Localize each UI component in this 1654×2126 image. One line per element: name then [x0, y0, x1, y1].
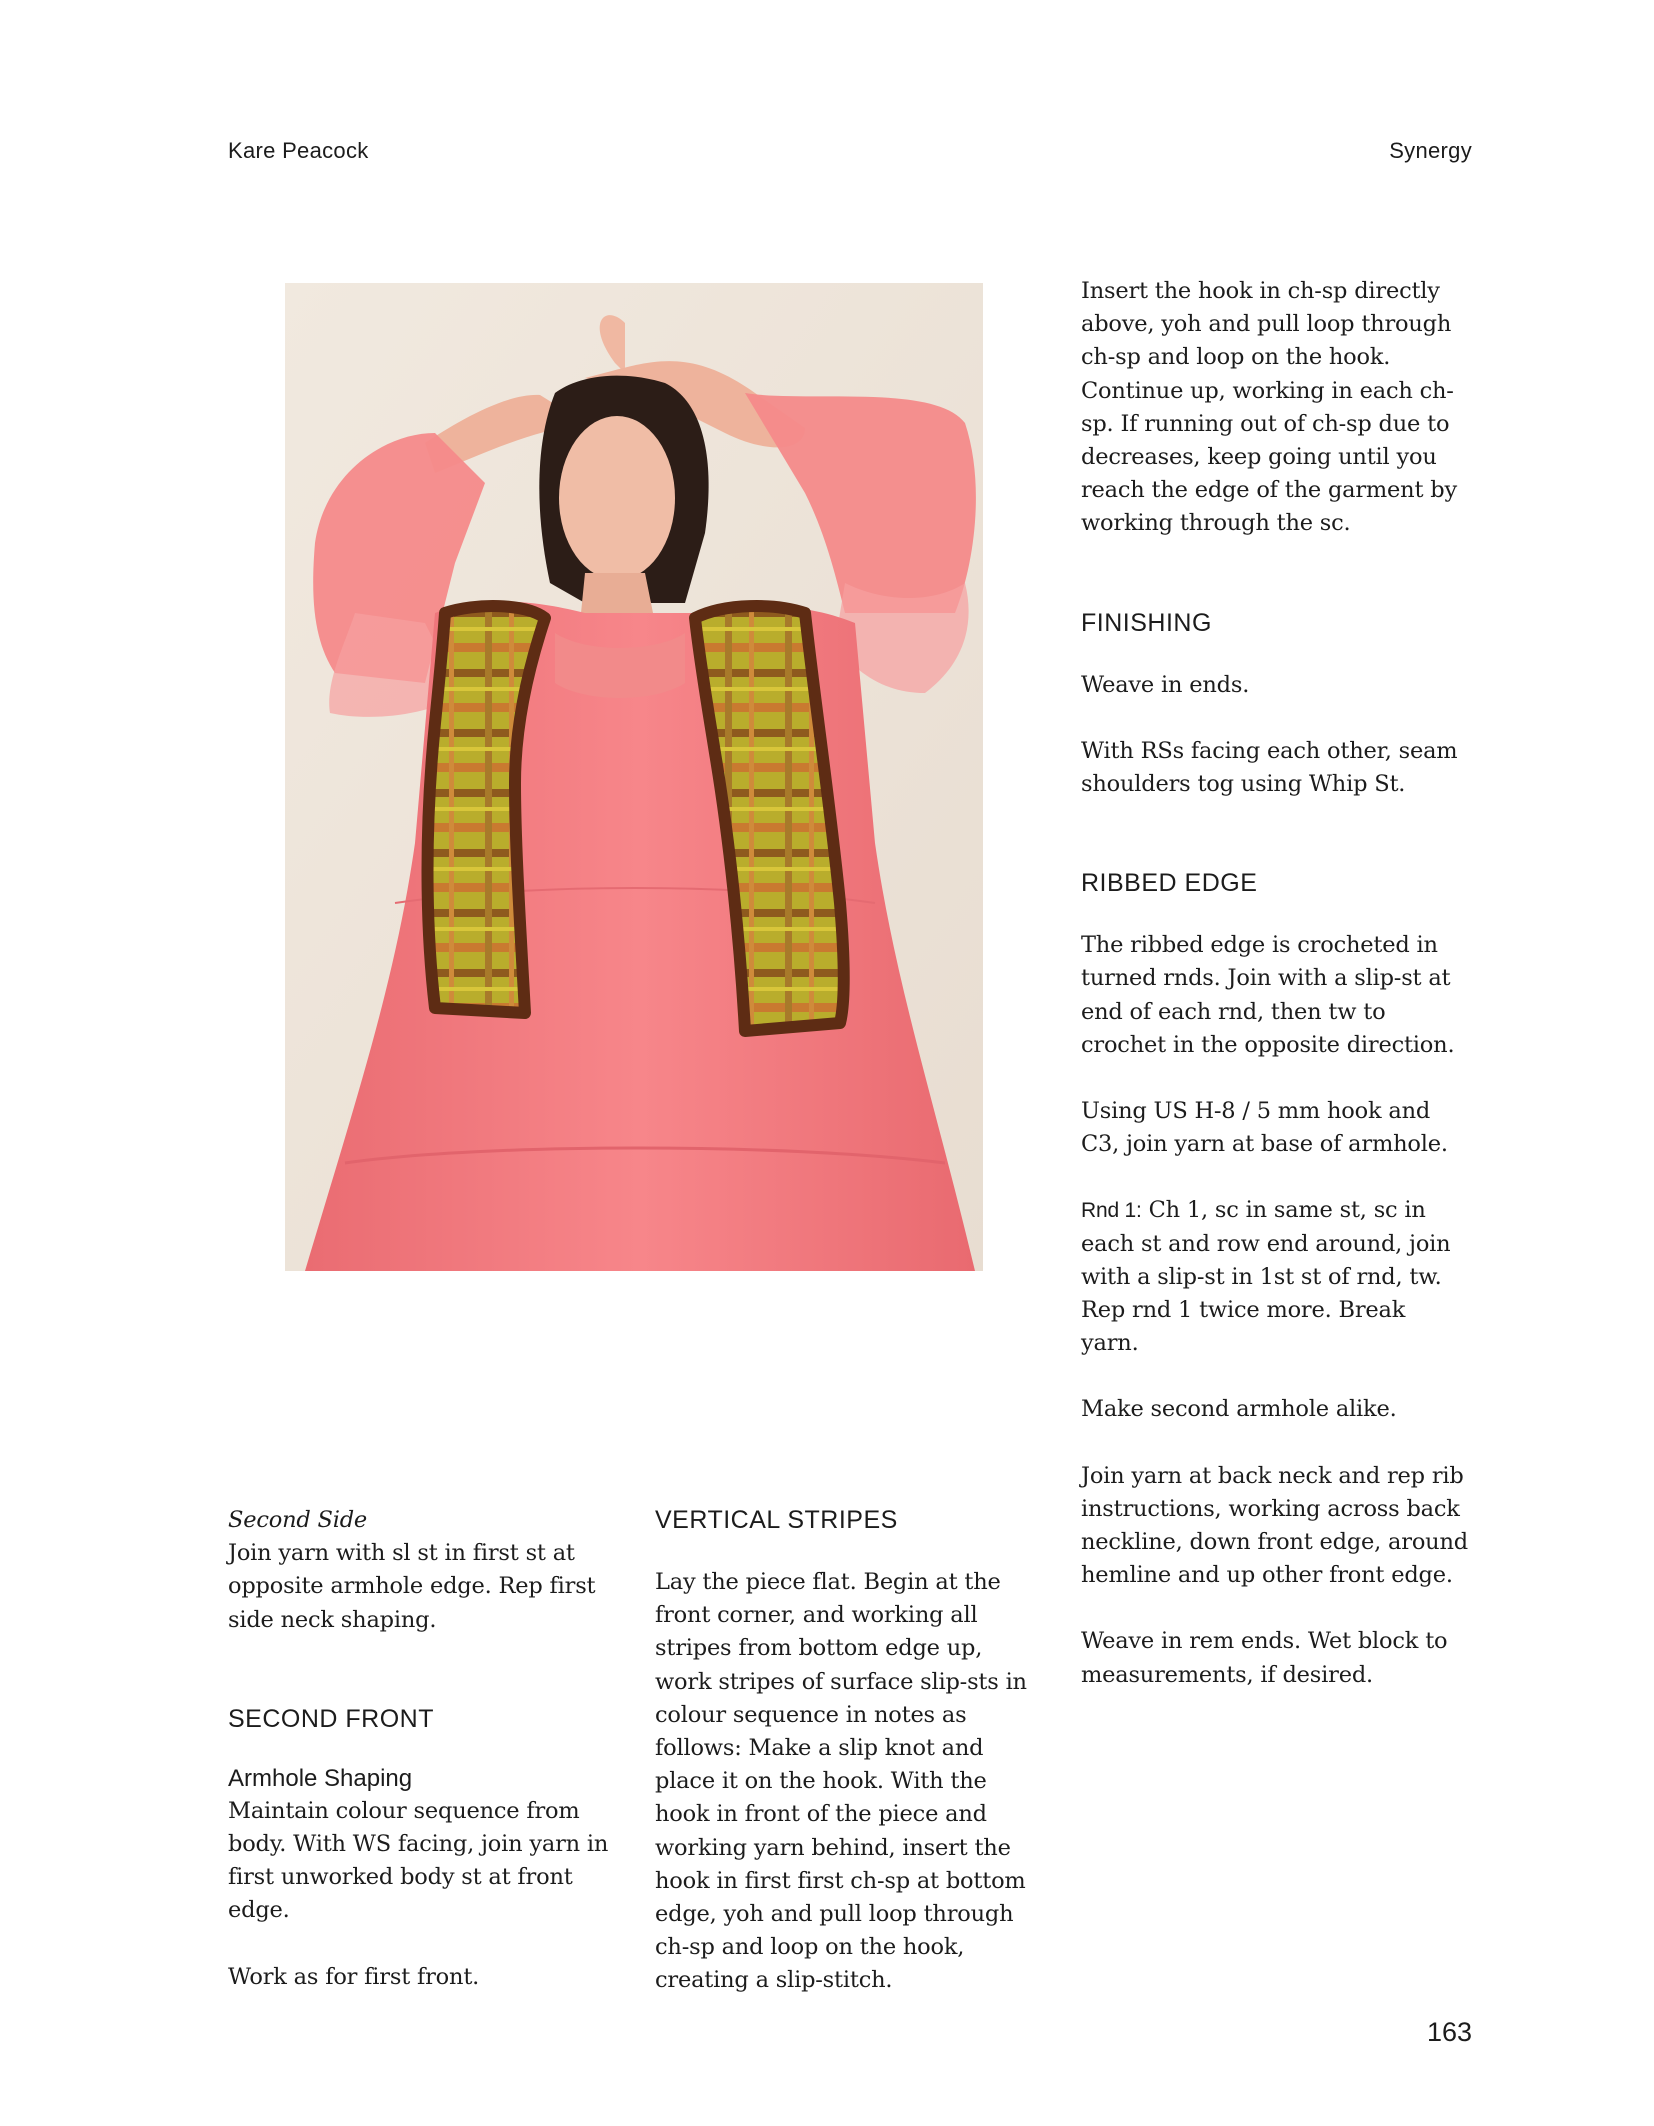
model-photo: [285, 283, 983, 1271]
back-neck-rib-text: Join yarn at back neck and rep rib instructions, working across back neckline, down front edge, around hemline and up other front edge.: [1081, 1462, 1468, 1589]
second-armhole-text: Make second armhole alike.: [1081, 1396, 1397, 1423]
photo-model-crochet-vest-icon: [285, 283, 983, 1271]
hook-yarn-text: Using US H-8 / 5 mm hook and C3, join yarn at base of armhole.: [1081, 1098, 1448, 1158]
final-weave-block-text: Weave in rem ends. Wet block to measurements, if desired.: [1081, 1628, 1448, 1688]
right-column: [1081, 275, 1469, 1692]
seam-shoulders-text: With RSs facing each other, seam shoulders tog using Whip St.: [1081, 737, 1458, 798]
running-head-book-title: Synergy: [1389, 138, 1472, 163]
armhole-shaping-subheading: Armhole Shaping: [228, 1764, 413, 1792]
work-as-first-front-text: Work as for first front.: [228, 1963, 480, 1990]
continue-instructions-text: Insert the hook in ch-sp directly above, yoh and pull loop through ch-sp and loop on the hook. Continue up, working in each ch-sp. If running out of ch-sp due to decreases, keep going until you reach the edge of the garment by working through the sc.: [1081, 278, 1457, 537]
ribbed-edge-intro-text: The ribbed edge is crocheted in turned rnds. Join with a slip-st at end of each rnd, then tw to crochet in the opposite direction.: [1081, 932, 1455, 1058]
page-number: 163: [1426, 2017, 1472, 2047]
middle-column: [655, 1504, 1043, 1998]
repeat-round-text: Rep rnd 1 twice more. Break yarn.: [1081, 1297, 1406, 1357]
second-side-text: Join yarn with sl st in first st at opposite armhole edge. Rep first side neck shaping.: [228, 1540, 596, 1633]
round-1-label: Rnd 1:: [1081, 1199, 1142, 1223]
finishing-heading: FINISHING: [1081, 608, 1212, 637]
left-column: [228, 1504, 616, 1994]
vertical-stripes-heading: VERTICAL STRIPES: [655, 1506, 898, 1534]
ribbed-edge-heading: RIBBED EDGE: [1081, 869, 1258, 898]
round-1-text: Ch 1, sc in same st, sc in each st and row end around, join with a slip-st in 1st st of rnd, tw.: [1081, 1197, 1451, 1290]
second-front-heading: SECOND FRONT: [228, 1704, 434, 1733]
vertical-stripes-text: Lay the piece flat. Begin at the front corner, and working all stripes from bottom edge up, work stripes of surface slip-sts in colour sequence in notes as follows: Make a slip knot and place it on the hook. With the hook in front of the piece and working yarn behind, insert the hook in first first ch-sp at bottom edge, yoh and pull loop through ch-sp and loop on the hook, creating a slip-stitch.: [655, 1569, 1027, 1994]
armhole-shaping-text: Maintain colour sequence from body. With WS facing, join yarn in first unworked body st at front edge.: [228, 1797, 609, 1924]
weave-in-ends-text: Weave in ends.: [1081, 671, 1250, 698]
second-side-title: Second Side: [228, 1507, 368, 1533]
round-1-instruction: [1081, 1194, 1469, 1294]
running-head-author: Kare Peacock: [228, 138, 369, 163]
